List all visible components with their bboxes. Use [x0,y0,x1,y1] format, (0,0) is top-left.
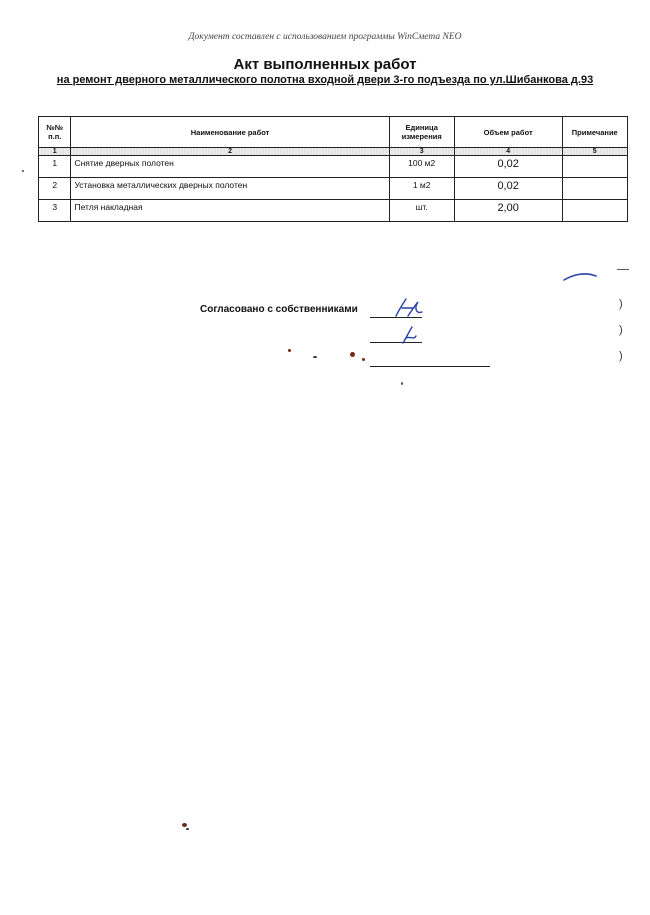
work-unit: 100 м2 [389,156,454,178]
work-name: Установка металлических дверных полотен [71,178,389,200]
column-header-unit: Единица измерения [389,117,454,148]
row-number: 3 [39,200,71,222]
right-paren: ) [619,298,623,310]
margin-dash [617,268,629,270]
column-number: 3 [389,148,454,156]
handwritten-signature-2 [400,324,420,346]
row-number: 2 [39,178,71,200]
handwritten-signature-1 [392,296,426,320]
work-name: Снятие дверных полотен [71,156,389,178]
scan-speck [288,349,291,352]
scan-speck [401,382,403,385]
right-paren: ) [619,324,623,336]
work-note [562,178,627,200]
scan-speck [22,170,24,172]
table-header-row [39,117,628,148]
column-header-volume: Объем работ [454,117,562,148]
software-note: Документ составлен с использованием программы WinСмета NEO [188,32,462,42]
column-header-name: Наименование работ [71,117,389,148]
scan-speck [350,352,355,357]
work-unit: 1 м2 [389,178,454,200]
column-number: 2 [71,148,389,156]
column-number-row [39,148,628,156]
scan-speck [362,358,365,361]
work-note [562,156,627,178]
table-row [39,200,628,222]
column-header-note: Примечание [562,117,627,148]
works-table [38,116,628,222]
document-title: Акт выполненных работ [233,56,417,73]
scan-speck [182,823,187,827]
right-paren: ) [619,350,623,362]
work-note [562,200,627,222]
column-number: 1 [39,148,71,156]
work-volume: 0,02 [454,178,562,200]
scan-speck [313,356,317,358]
row-number: 1 [39,156,71,178]
pen-mark [562,270,602,284]
table-row [39,156,628,178]
column-number: 4 [454,148,562,156]
document-subtitle: на ремонт дверного металлического полотна входной двери 3-го подъезда по ул.Шибанкова д.93 [56,74,594,86]
approval-label: Согласовано с собственниками [200,304,358,315]
column-number: 5 [562,148,627,156]
scan-speck [186,828,189,830]
column-header-number: №№ п.п. [39,117,71,148]
work-name: Петля накладная [71,200,389,222]
work-volume: 2,00 [454,200,562,222]
signature-line-3 [370,365,490,367]
work-volume: 0,02 [454,156,562,178]
work-unit: шт. [389,200,454,222]
table-row [39,178,628,200]
